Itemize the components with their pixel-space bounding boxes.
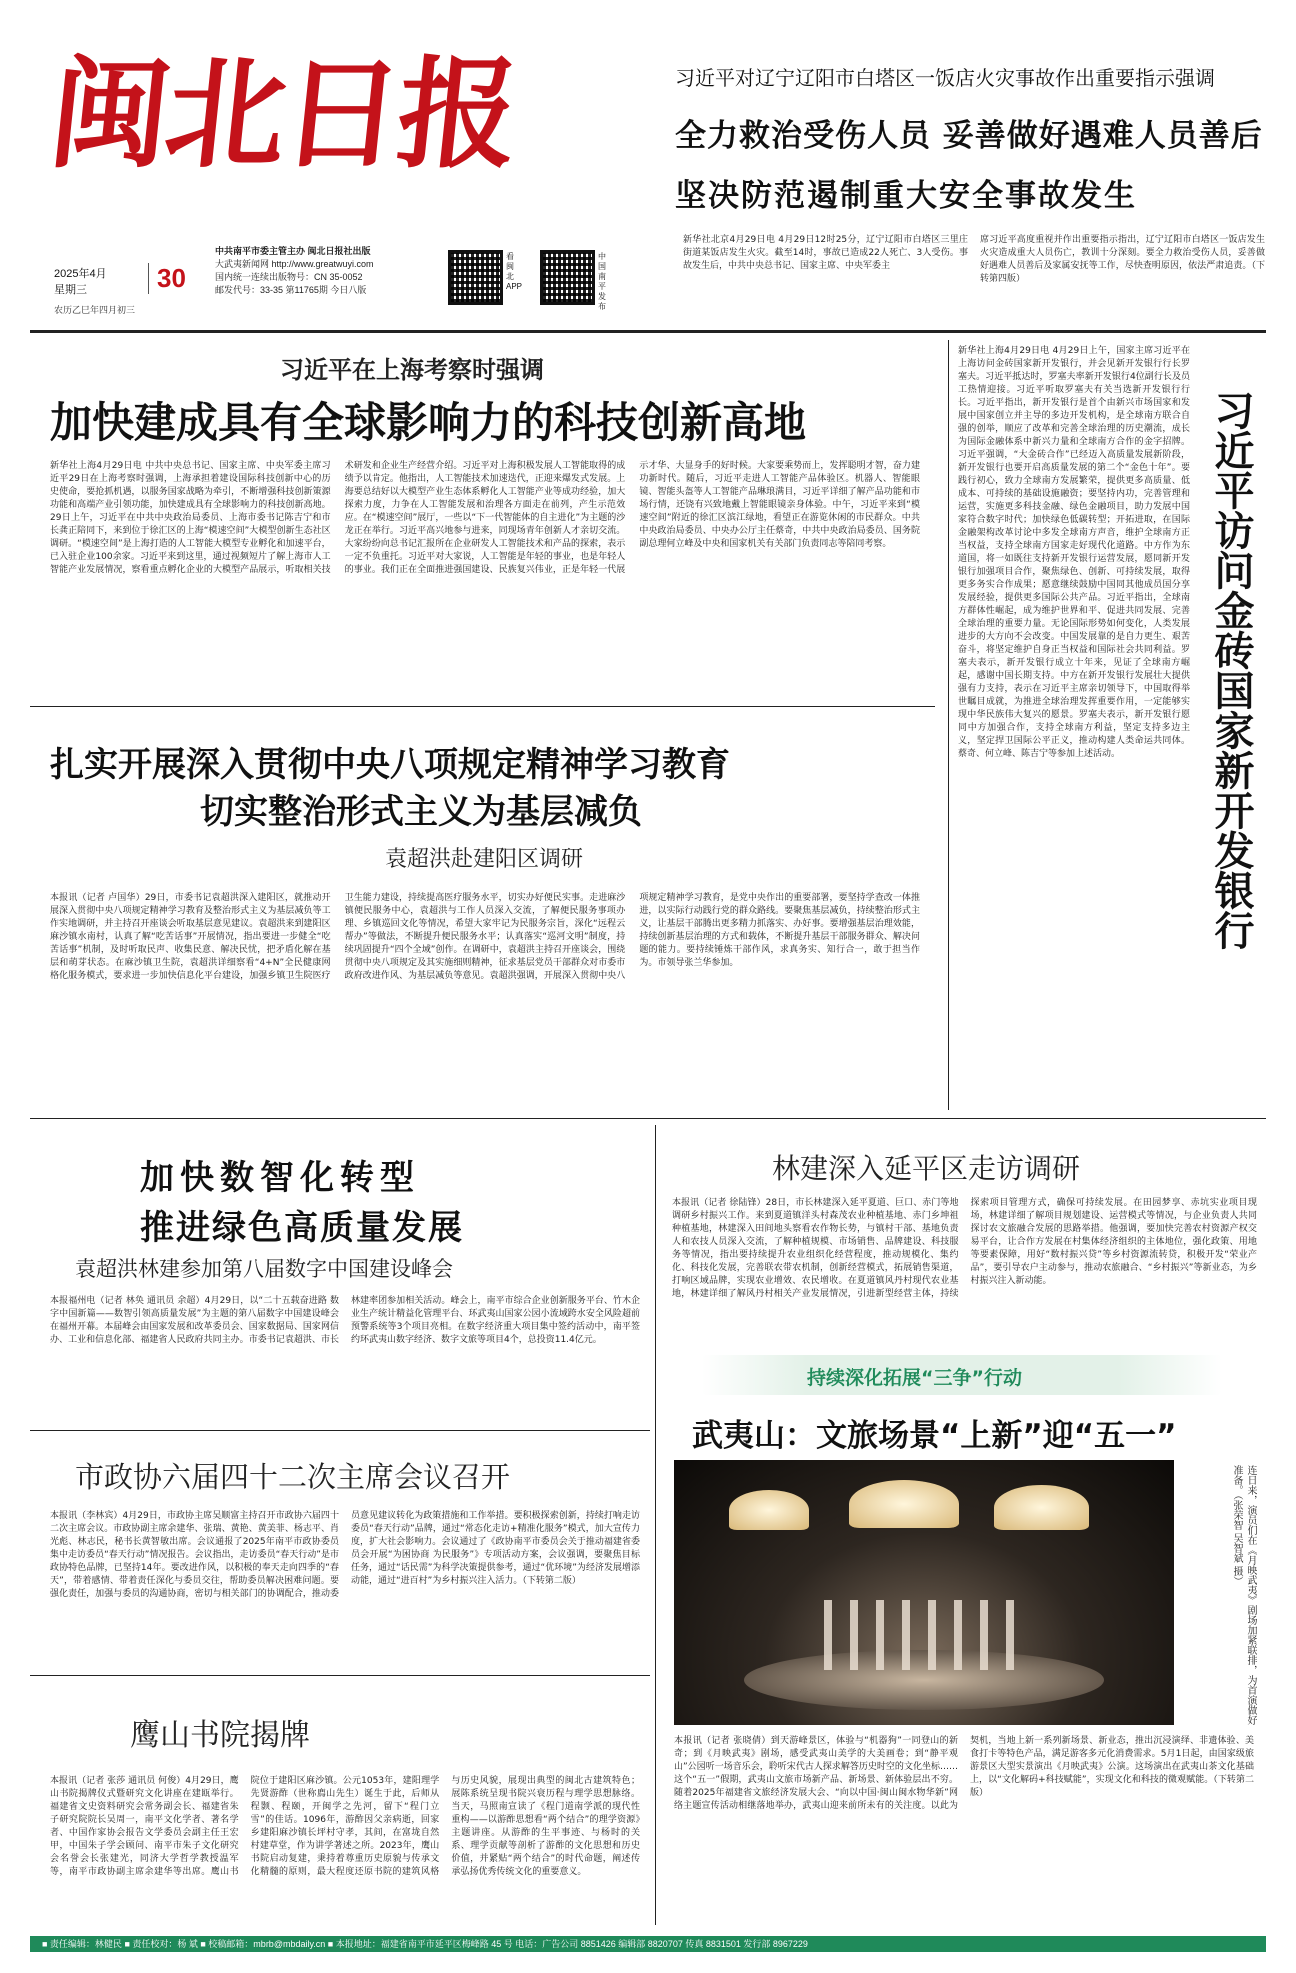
- top-news-line1: 全力救治受伤人员 妥善做好遇难人员善后: [675, 118, 1263, 154]
- section-divider-2: [30, 1118, 1266, 1119]
- newspaper-logo: 闽北日报: [42, 44, 522, 185]
- digital-subtitle: 袁超洪林建参加第八届数字中国建设峰会: [75, 1257, 453, 1281]
- academy-article: [30, 1680, 650, 1925]
- conduct-title-line2: 切实整治形式主义为基层减负: [200, 792, 642, 832]
- academy-body: 本报讯（记者 张莎 通讯员 何俊）4月29日，鹰山书院揭牌仪式暨研究文化讲座在建瓯举行。福建省文史资料研究会常务副会长、福建省朱子研究院院长吴周一，南平文化学者、著名学者、中国作家协会报告文学委员会副主任王宏甲，中国朱子学会顾问、南平市朱子文化研究会名誉会长张建光，同济大学哲学教授温军等，南平市政协副主席余建华等出席。鹰山书院位于建阳区麻沙镇。公元1053年，建阳理学先贤游酢（世称廌山先生）诞生于此，后师从程颢、程颐，开闽学之先河，留下“程门立雪”的佳话。1096年，游酢因父亲病逝，回家乡建阳麻沙镇长坪村守孝，其间，在富垅自然村建草堂，作为讲学著述之所。2023年，鹰山书院启动复建，秉持着尊重历史原貌与传承文化精髓的原则，最大程度还原书院的建筑风格与历史风貌，展现出典型的闽北古建筑特色；展陈系统呈现书院兴衰历程与理学思想脉络。当天，马照南宣读了《程门道南学派的现代性重构——以游酢思想看“两个结合”的理学资源》主题讲座。从游酢的生平事迹、与杨时的关系、理学贡献等剖析了游酢的文化思想和历史价值，并紧贴“两个结合”的时代命题，阐述传承弘扬优秀传统文化的重要意义。: [50, 1776, 640, 1877]
- publisher-line: 中共南平市委主管主办 闽北日报社出版: [215, 246, 371, 256]
- digital-title-line2: 推进绿色高质量发展: [140, 1208, 464, 1248]
- website-line: 大武夷新闻网 http://www.greatwuyi.com: [215, 259, 374, 269]
- wuyi-article: [662, 1355, 1267, 1925]
- top-news-line2: 坚决防范遏制重大安全事故发生: [675, 178, 1137, 214]
- conduct-subtitle: 袁超洪赴建阳区调研: [385, 847, 584, 872]
- bank-article: [958, 340, 1268, 1110]
- issue-day-number: 30: [148, 263, 186, 294]
- top-news: [665, 62, 1265, 312]
- issue-weekday: 星期三: [54, 284, 87, 296]
- wuyi-stage-photo: [674, 1460, 1174, 1725]
- lantern-icon: [849, 1480, 959, 1528]
- linjian-body: 本报讯（记者 徐陆锋）28日，市长林建深入延平夏道、巨口、赤门等地调研乡村振兴工作。来到夏道镇洋头村森茂农业种植基地、赤门乡坤祖种植基地，林建深入田间地头察看农作物长势，与镇村干部、基地负责人和农技人员深入交流，了解种植规模、市场销售、品牌建设、科技服务等情况，指出要持续提升农业组织化经营程度，推动规模化、集约化、科技化发展，完善联农带农机制，创新经营模式，拓展销售渠道，打响区域品牌，实现农业增效、农民增收。在夏道镇风丹村现代农业基地，林建详细了解风丹村相关产业发展情况，引进新型经营主体，持续探索项目管理方式，确保可持续发展。在田园梦享、赤坑实业项目现场，林建详细了解项目规划建设、运营模式等情况，与企业负责人共同探讨农文旅融合发展的思路举措。他强调，要加快完善农村资源产权交易平台，让合作方发展在村集体经济组织的主体地位，强化政策、用地等要素保障，用好“数村振兴贷”等乡村资源流转贷，积极开发“荣业产品”，要引导农户主动参与，推动农旅融合、“乡村振兴”等新业态，为乡村振兴注入新动能。: [672, 1198, 1257, 1299]
- performer-figures: [824, 1600, 1024, 1670]
- qr-code-1-icon[interactable]: [448, 250, 503, 305]
- masthead-divider: [30, 330, 1266, 333]
- shanghai-article: [30, 340, 935, 695]
- cppcc-body: 本报讯（李林宾）4月29日，市政协主席吴顺富主持召开市政协六届四十二次主席会议。市政协副主席余建华、张瑞、黄艳、黄美菲、杨志平、肖光彪、林志民，秘书长黄智敏出席。会议通报了2025年南平市政协委员集中走访委员“春天行动”情况报告。会议指出，走访委员“春天行动”是市政协特色品牌，已坚持14年。要改进作风，以积极的奉天走向四季的“春天”，带着感情、带着责任深化与委员交往，帮助委员解决困难问题。要强化责任，加强与委员的沟通协商，密切与相关部门的协调配合，推动委员意见建议转化为政策措施和工作举措。要积极探索创新，持续打响走访委员“春天行动”品牌，通过“常态化走访+精准化服务”模式，加大宣传力度，扩大社会影响力。会议通过了《政协南平市委员会关于推动福建省委员会开展“为困协商 为民服务”》专项活动方案，会议强调，要聚焦目标任务，通过“话民需”为科学决策提供参考，通过“优环境”为经济发展增添动能，通过“进百村”为乡村振兴注入活力。（下转第二版）: [50, 1511, 640, 1599]
- bank-body: 新华社上海4月29日电 4月29日上午，国家主席习近平在上海访问金砖国家新开发银行，并会见新开发银行行长罗塞夫。习近平抵达时，罗塞夫率新开发银行4位副行长及员工热情迎接。习近平听取罗塞夫有关当选新开发银行行长。习近平指出，新开发银行是首个由新兴市场国家和发展中国家创立并主导的多边开发机构，是全球南方联合自强的创举，顺应了改革和完善全球治理的历史潮流，成长为国际金融体系中新兴力量和全球南方合作的金字招牌。习近平强调，“大金砖合作”已经迈入高质量发展新阶段，新开发银行也要开启高质量发展的第二个“金色十年”。要践行初心，致力全球南方发展繁荣，提供更多高质量、低成本、可持续的基础设施融资；要坚持内功，完善管理和运营，实施更多科技金融、绿色金融项目，助力发展中国家符合数字时代；加快绿色低碳转型；开拓进取，在国际金融架构改革讨论中多发全球南方声音，维护全球南方正当权益，支持全球南方国家走好现代化道路。中方作为东道国，将一如既往支持新开发银行运营发展，愿同新开发银行加强项目合作，聚焦绿色、创新、可持续发展，取得更多务实合作成果；愿意继续鼓励中国同其他成员国分享发展经验，提供更多国际公共产品。习近平指出，全球南方群体性崛起，成为维护世界和平、促进共同发展、完善全球治理的重要力量。无论国际形势如何变化，人类发展进步的大方向不会改变。中国发展靠的是自力更生、艰苦奋斗，将坚定维护自身正当权益和国际社会共同利益。罗塞夫表示，新开发银行成立十年来，见证了全球南方崛起，感谢中国长期支持。中方在新开发银行发展壮大提供强有力支持，表示在习近平主席亲切领导下，中国取得举世瞩目成就，为推进全球治理发挥重要作用，一定能够实现中华民族伟大复兴的愿景。罗塞夫表示，新开发银行愿同中方加强合作，支持全球南方利益，坚定支持多边主义，坚定捍卫国际公平正义，推动构建人类命运共同体。蔡奇、何立峰、陈吉宁等参加上述活动。: [958, 346, 1190, 759]
- publisher-info: [215, 245, 445, 297]
- sanzheng-banner-text: 持续深化拓展“三争”行动: [807, 1367, 1022, 1389]
- footer-bar: [30, 1936, 1266, 1952]
- digital-title-line1: 加快数智化转型: [140, 1158, 420, 1198]
- bank-title: 习近平访问金砖国家新开发银行: [1208, 390, 1254, 950]
- linjian-article: [662, 1125, 1267, 1350]
- lantern-icon: [994, 1485, 1089, 1530]
- section-divider-4: [30, 1675, 650, 1676]
- digital-article: [30, 1125, 650, 1425]
- digital-body: 本报福州电（记者 林奂 通讯员 余超）4月29日，以“二十五载奋进路 数字中国新篇——数智引领高质量发展”为主题的第八届数字中国建设峰会在福州开幕。本届峰会由国家发展和改革委员会、国家数据局、国家网信办、工业和信息化部、福建省人民政府共同主办。市委书记袁超洪、市长林建率团参加相关活动。峰会上，南平市综合企业创新服务平台、竹木企业生产统计精益化管理平台、环武夷山国家公园小流域跨水安全风险超前预警系统等3个项目亮相。在数字经济重大项目集中签约活动中，南平签约环武夷山数字经济、数字文旅等项目4个，总投资11.4亿元。: [50, 1296, 640, 1345]
- wuyi-body: 本报讯（记者 张晓倩）到天游峰景区，体验与“机器狗”一同登山的新奇；到《月映武夷》剧场，感受武夷山美学的大美画卷；到“静平观山”公园听一场音乐会，聆听宋代古人探求解答历史时空的文化坐标……这个“五一”假期，武夷山文旅市场新产品、新场景、新体验层出不穷。随着2025年福建省文旅经济发展大会、“向以中国·闽山闽水物华新”网络主题宣传活动相继落地举办，武夷山迎来前所未有的关注度。以此为契机，当地上新一系列新场景、新业态，推出沉浸演绎、非遗体验、美食打卡等特色产品，满足游客多元化消费需求。5月1日起，由国家级旅游景区大型实景演出《月映武夷》公演。这场演出在武夷山茶文化基础上，以“文化解码+科技赋能”，实现文化和科技的微观赋能。（下转第二版）: [674, 1736, 1254, 1811]
- top-news-kicker: 习近平对辽宁辽阳市白塔区一饭店火灾事故作出重要指示强调: [675, 66, 1215, 90]
- wuyi-photo-caption: 连日来，演员们在《月映武夷》剧场加紧联排，为首演做好准备。（张荣智 吴智斌 摄）: [1231, 1465, 1256, 1725]
- section-divider-1: [30, 706, 935, 707]
- lunar-date: 农历乙巳年四月初三: [54, 305, 136, 315]
- lantern-icon: [729, 1490, 809, 1530]
- shanghai-body: 新华社上海4月29日电 中共中央总书记、国家主席、中央军委主席习近平29日在上海考察时强调，上海承担着建设国际科技创新中心的历史使命，要抢抓机遇，以服务国家战略为牵引，不断增强科技创新策源功能和高端产业引领功能，加快建成具有全球影响力的科技创新高地。29日上午，习近平在中共中央政治局委员、上海市委书记陈吉宁和市长龚正陪同下，来到位于徐汇区的上海“模速空间”大模型创新生态社区调研。“模速空间”是上海打造的人工智能大模型专业孵化和加速平台，已入驻企业100余家。习近平来到这里，通过视频短片了解上海市人工智能产业发展情况，察看重点孵化企业的大模型产品展示，听取相关技术研发和企业生产经营介绍。习近平对上海积极发展人工智能取得的成绩予以肯定。他指出，人工智能技术加速迭代，正迎来爆发式发展。上海要总结好以大模型产业生态体系孵化人工智能产业等成功经验，加大探索力度，力争在人工智能发展和治理各方面走在前列，产生示范效应。在“模速空间”展厅，一些以“下一代智能体的自主进化”为主题的沙龙正在举行。习近平高兴地参与进来，同现场青年创新人才亲切交流。大家纷纷向总书记汇报所在企业研发人工智能技术和产品的探索，表示一定不负重托。习近平对大家说，人工智能是年轻的事业，也是年轻人的事业。我们正在全面推进强国建设、民族复兴伟业，正是年轻一代展示才华、大显身手的好时候。大家要乘势而上，发挥聪明才智，奋力建功新时代。随后，习近平走进人工智能产品体验区。机器人、智能眼镜、智能头盔等人工智能产品琳琅满目，习近平详细了解产品功能和市场行情，还饶有兴致地戴上智能眼镜亲身体验。中午，习近平来到“模速空间”附近的徐汇区滨江绿地，看望正在游览休闲的市民群众。中共中央政治局委员、中央办公厅主任蔡奇，中共中央政治局委员、国务院副总理何立峰及中央和国家机关有关部门负责同志等陪同考察。: [50, 461, 920, 575]
- shanghai-title: 加快建成具有全球影响力的科技创新高地: [50, 398, 807, 447]
- date-box: [50, 265, 215, 315]
- footer-text: ■ 责任编辑：林健民 ■ 责任校对：杨 斌 ■ 校稿邮箱：mbrb@mbdaily.cn ■ 本报地址：福建省南平市延平区梅峰路 45 号 电话：广告公司 8851426 编辑部 8820707 传真 8831501 发行部 8967229: [42, 1939, 808, 1949]
- qr-label-1: 看闽北APP: [506, 252, 523, 291]
- bank-divider: [948, 340, 949, 1110]
- cppcc-title: 市政协六届四十二次主席会议召开: [75, 1460, 511, 1494]
- shanghai-kicker: 习近平在上海考察时强调: [280, 355, 544, 384]
- cppcc-article: [30, 1435, 650, 1670]
- issue-date: 2025年4月: [54, 268, 107, 280]
- top-news-body-left: 新华社北京4月29日电 4月29日12时25分，辽宁辽阳市白塔区三里庄街道某饭店发生火灾。截至14时，事故已造成22人死亡、3人受伤。事故发生后，中共中央总书记、国家主席、中央军委主: [683, 235, 968, 271]
- linjian-title: 林建深入延平区走访调研: [772, 1152, 1081, 1185]
- conduct-title-line1: 扎实开展深入贯彻中央八项规定精神学习教育: [50, 745, 730, 785]
- cn-line: 国内统一连续出版物号：CN 35-0052: [215, 272, 363, 282]
- qr-label-2: 中国南平发布: [598, 252, 606, 311]
- wuyi-title: 武夷山：文旅场景“上新”迎“五一”: [692, 1418, 1177, 1454]
- section-divider-3: [30, 1430, 650, 1431]
- conduct-article: [30, 712, 935, 1112]
- conduct-body: 本报讯（记者 卢国华）29日，市委书记袁超洪深入建阳区，就推动开展深入贯彻中央八项规定精神学习教育及整治形式主义为基层减负等工作实地调研，并主持召开座谈会听取基层意见建议。袁超洪来到建阳区麻沙镇水南村，认真了解“吃苦话事”开展情况，指出要进一步健全“吃苦话事”机制，及时听取民声、收集民意、解决民忧，把矛盾化解在基层和萌芽状态。在麻沙镇卫生院，袁超洪详细察看“4+N”全民健康网格化服务模式，要求进一步加快信息化平台建设，加强乡镇卫生院医疗卫生能力建设，持续提高医疗服务水平，切实办好便民实事。走进麻沙镇便民服务中心，袁超洪与工作人员深入交流，了解便民服务事项办理、乡镇巡回文化等情况，希望大家牢记为民服务宗旨，深化“远程云帮办”等做法，不断提升便民服务水平；认真落实“巡河文明”制度，持续巩固提升“四个全域”创作。在调研中，袁超洪主持召开座谈会，围绕贯彻中央八项规定及其实施细则精神，征求基层党员干部群众对市委市政府改进作风、为基层减负等意见。袁超洪强调，开展深入贯彻中央八项规定精神学习教育，是党中央作出的重要部署，要坚持学查改一体推进，以实际行动践行党的群众路线。要聚焦基层减负，持续整治形式主义，让基层干部腾出更多精力抓落实、办好事。要增强基层治理效能，持续创新基层治理的方式和载体，不断提升基层干部服务群众、解决问题的能力。要持续锤炼干部作风，求真务实、知行合一，敢于担当作为。市领导张兰华参加。: [50, 893, 920, 981]
- academy-title: 鹰山书院揭牌: [130, 1718, 310, 1753]
- top-news-body-right: 席习近平高度重视并作出重要指示指出，辽宁辽阳市白塔区一饭店发生火灾造成重大人员伤亡，教训十分深刻。要全力救治受伤人员，妥善做好遇难人员善后及家属安抚等工作，尽快查明原因，依法严肃追责。（下转第四版）: [980, 235, 1265, 284]
- postal-line: 邮发代号：33-35 第11765期 今日八版: [215, 285, 367, 295]
- qr-code-2-icon[interactable]: [540, 250, 595, 305]
- right-column-divider: [655, 1125, 656, 1925]
